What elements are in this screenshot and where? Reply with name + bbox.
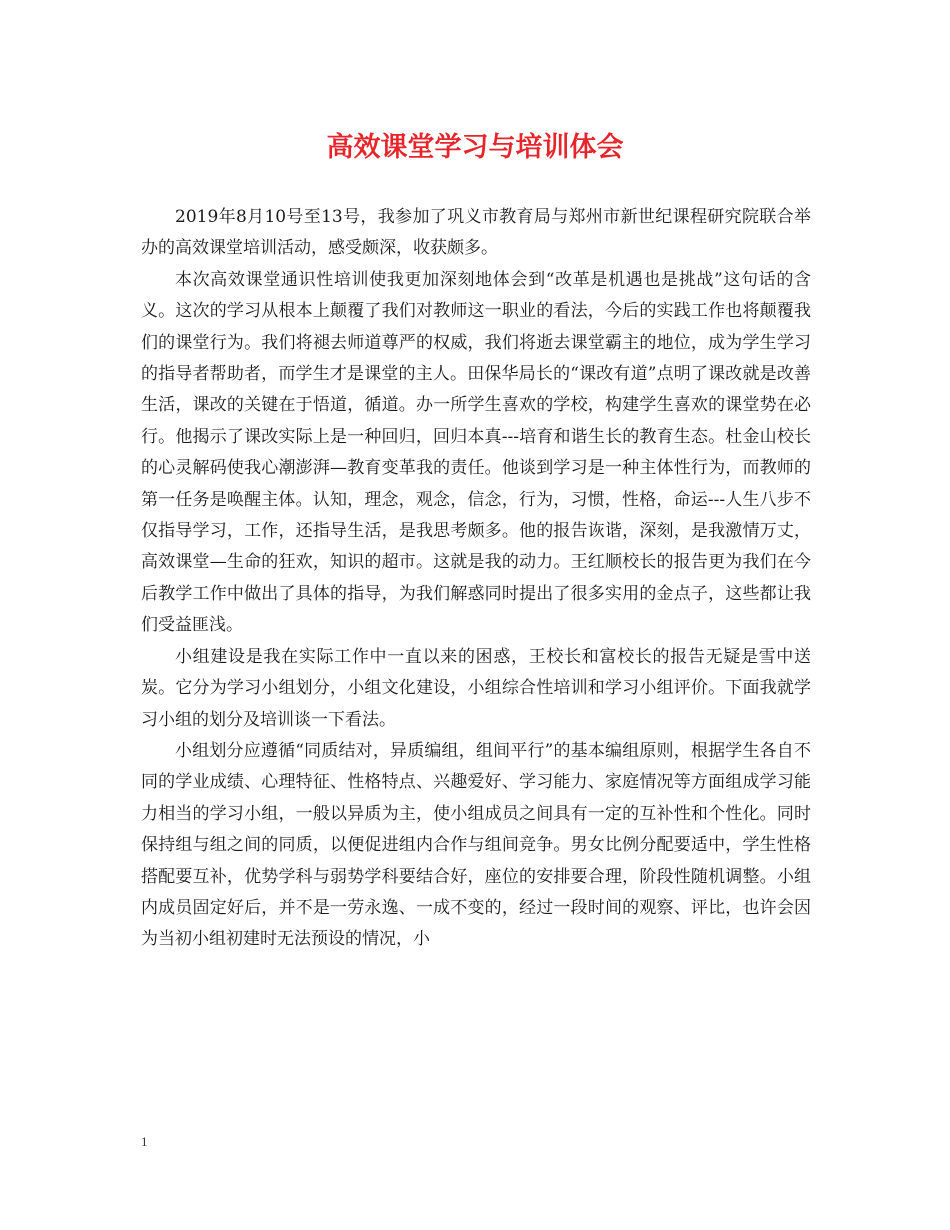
- paragraph-2: 本次高效课堂通识性培训使我更加深刻地体会到“改革是机遇也是挑战”这句话的含义。这次的学习从根本上颠覆了我们对教师这一职业的看法，今后的实践工作也将颠覆我们的课堂行为。我们将褪去师道尊严的权威，我们将逝去课堂霸主的地位，成为学生学习的指导者帮助者，而学生才是课堂的主人。田保华局长的“课改有道”点明了课改就是改善生活，课改的关键在于悟道，循道。办一所学生喜欢的学校，构建学生喜欢的课堂势在必行。他揭示了课改实际上是一种回归，回归本真---培育和谐生长的教育生态。杜金山校长的心灵解码使我心潮澎湃—教育变革我的责任。他谈到学习是一种主体性行为，而教师的第一任务是唤醒主体。认知，理念，观念，信念，行为，习惯，性格，命运---人生八步不仅指导学习，工作，还指导生活，是我思考颇多。他的报告诙谐，深刻，是我激情万丈，高效课堂—生命的狂欢，知识的超市。这就是我的动力。王红顺校长的报告更为我们在今后教学工作中做出了具体的指导，为我们解惑同时提出了很多实用的金点子，这些都让我们受益匪浅。: [141, 269, 811, 636]
- paragraph-4: 小组划分应遵循“同质结对，异质编组，组间平行”的基本编组原则，根据学生各自不同的学业成绩、心理特征、性格特点、兴趣爱好、学习能力、家庭情况等方面组成学习能力相当的学习小组，一般以异质为主，使小组成员之间具有一定的互补性和个性化。同时保持组与组之间的同质，以便促进组内合作与组间竞争。男女比例分配要适中，学生性格搭配要互补，优势学科与弱势学科要结合好，座位的安排要合理，阶段性随机调整。小组内成员固定好后，并不是一劳永逸、一成不变的，经过一段时间的观察、评比，也许会因为当初小组初建时无法预设的情况，小: [141, 740, 811, 950]
- paragraph-3: 小组建设是我在实际工作中一直以来的困惑，王校长和富校长的报告无疑是雪中送炭。它分为学习小组划分，小组文化建设，小组综合性培训和学习小组评价。下面我就学习小组的划分及培训谈一下看法。: [141, 646, 811, 730]
- paragraph-1: 2019年8月10号至13号，我参加了巩义市教育局与郑州市新世纪课程研究院联合举办的高效课堂培训活动，感受颇深，收获颇多。: [141, 207, 811, 259]
- page-number: 1: [141, 1134, 148, 1149]
- document-title: 高效课堂学习与培训体会: [326, 132, 624, 163]
- document-body: [141, 202, 811, 956]
